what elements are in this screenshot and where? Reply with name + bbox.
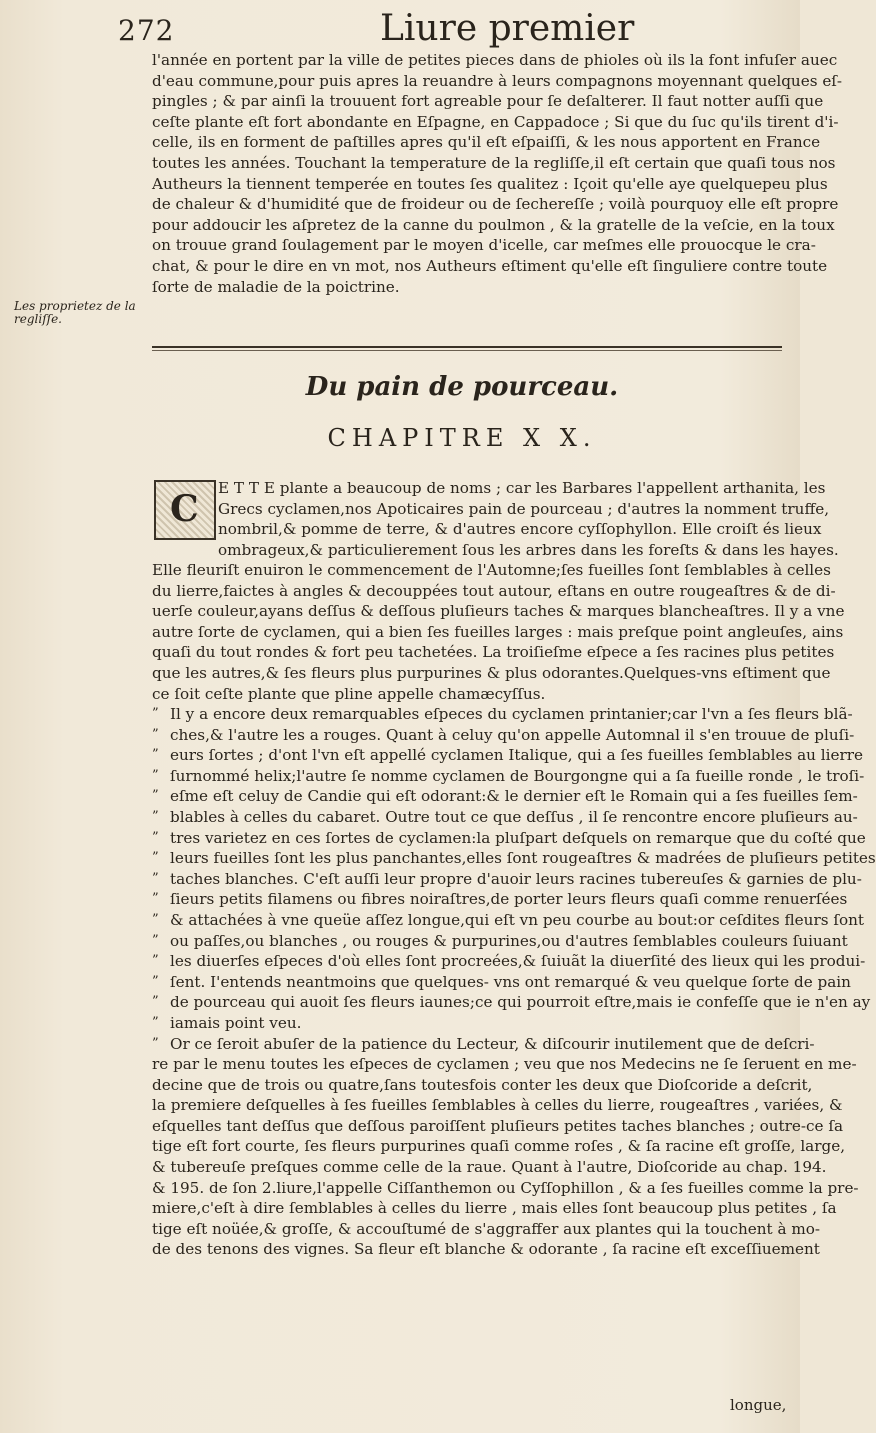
dropcap-ornament — [154, 480, 216, 540]
quote-marker: ” — [152, 767, 159, 783]
text-line: Autheurs la tiennent temperée en toutes ſes qualitez : Içoit qu'elle aye quelquepeu plus — [152, 174, 828, 193]
text-line: nombril,& pomme de terre, & d'autres encore cyſſophyllon. Elle croiſt és lieux — [218, 520, 822, 539]
text-line: iamais point veu. — [170, 1013, 302, 1032]
text-line: blables à celles du cabaret. Outre tout ce que deſſus , il ſe rencontre encore pluſieurs au- — [170, 807, 858, 826]
chapter-paragraph — [152, 560, 845, 704]
catchword: longue, — [730, 1396, 787, 1414]
text-line: d'eau commune,pour puis apres la reuandre à leurs compagnons moyennant quelques eſ- — [152, 71, 843, 90]
text-line: decine que de trois ou quatre,ſans toutesfois conter les deux que Dioſcoride a deſcrit, — [152, 1075, 813, 1094]
text-line: de des tenons des vignes. Sa fleur eſt blanche & odorante , ſa racine eſt exceſſiuement — [152, 1240, 820, 1259]
text-line: tres varietez en ces ſortes de cyclamen:la pluſpart deſquels on remarque que du coſté que — [170, 828, 866, 847]
text-line: quaſi du tout rondes & fort peu tachetées. La troiſieſme eſpece a ſes racines plus petites — [152, 643, 835, 662]
text-line: eſme eſt celuy de Candie qui eſt odorant:& le dernier eſt le Romain qui a ſes fueilles ſem- — [170, 787, 858, 806]
text-line: uerſe couleur,ayans deſſus & deſſous pluſieurs taches & marques blancheaſtres. Il y a vne — [152, 602, 845, 621]
text-line: tige eſt noüée,& groſſe, & accouſtumé de s'aggraffer aux plantes qui la touchent à mo- — [152, 1219, 821, 1238]
dropcap-letter: C — [170, 488, 199, 530]
text-line: ſent. I'entends neantmoins que quelques- vns ont remarqué & veu quelque ſorte de pain — [170, 972, 851, 991]
text-line: eurs ſortes ; d'ont l'vn eſt appellé cyclamen Italique, qui a ſes fueilles ſemblables au lierre — [170, 746, 863, 765]
text-line: ſieurs petits filamens ou fibres noiraſtres,de porter leurs fleurs quaſi comme renuerſées — [170, 890, 848, 909]
chapter-heading: CHAPITRE X X. — [327, 424, 597, 452]
text-line: E T T E plante a beaucoup de noms ; car les Barbares l'appellent arthanita, les — [218, 479, 826, 497]
quote-marker: ” — [152, 829, 159, 845]
text-line: & attachées à vne queüe aſſez longue,qui eſt vn peu courbe au bout:or ceſdites fleurs ſont — [170, 910, 864, 929]
text-line: re par le menu toutes les eſpeces de cyclamen ; veu que nos Medecins ne ſe ſeruent en me- — [152, 1055, 857, 1073]
text-line: Grecs cyclamen,nos Apoticaires pain de pourceau ; d'autres la nomment truffe, — [218, 499, 830, 518]
text-line: que les autres,& ſes fleurs plus purpurines & plus odorantes.Quelques-vns eſtiment que — [152, 663, 831, 682]
text-line: miere,c'eſt à dire ſemblables à celles du lierre , mais elles ſont beaucoup plus petites , ſa — [152, 1199, 837, 1218]
chapter-opening-lines — [218, 478, 839, 560]
text-line: pingles ; & par ainſi la trouuent fort agreable pour ſe deſalterer. Il faut notter auſſi que — [152, 92, 824, 111]
text-line: & 195. de ſon 2.liure,l'appelle Ciſſanthemon ou Cyſſophillon , & a ſes fueilles comme la pre- — [152, 1178, 859, 1197]
quote-marker: ” — [152, 747, 159, 763]
quote-marker: ” — [152, 953, 159, 969]
text-line: de chaleur & d'humidité que de froideur ou de ſechereſſe ; voilà pourquoy elle eſt propre — [152, 195, 839, 214]
text-line: autre ſorte de cyclamen, qui a bien ſes fueilles larges : mais preſque point angleuſes, ains — [152, 622, 844, 641]
divider-rule-thin — [152, 350, 782, 351]
text-line: ſorte de maladie de la poictrine. — [152, 277, 400, 296]
margin-note: Les proprietez de la regliſſe. — [14, 299, 136, 326]
text-line: on trouue grand ſoulagement par le moyen d'icelle, car meſmes elle prouocque le cra- — [152, 236, 816, 255]
top-paragraph — [152, 50, 843, 297]
text-line: chat, & pour le dire en vn mot, nos Autheurs eſtiment qu'elle eſt ſinguliere contre toute — [152, 256, 828, 275]
quoted-paragraph — [152, 704, 876, 1054]
text-line: taches blanches. C'eſt auſſi leur propre d'auoir leurs racines tubereuſes & garnies de plu- — [170, 869, 862, 888]
text-line: ches,& l'autre les a rouges. Quant à celuy qu'on appelle Automnal il s'en trouue de pluſi- — [170, 725, 855, 744]
text-line: du lierre,faictes à angles & decouppées tout autour, eſtans en outre rougeaſtres & de di- — [152, 581, 836, 600]
quote-marker: ” — [152, 973, 159, 989]
final-paragraph — [152, 1054, 859, 1260]
quote-marker: ” — [152, 788, 159, 804]
text-line: Il y a encore deux remarquables eſpeces du cyclamen printanier;car l'vn a ſes fleurs blã- — [170, 705, 853, 723]
running-title: Liure premier — [380, 8, 635, 49]
section-title: Du pain de pourceau. — [305, 372, 619, 402]
quote-marker: ” — [152, 706, 159, 721]
quote-marker: ” — [152, 870, 159, 886]
text-line: de pourceau qui auoit ſes fleurs iaunes;ce qui pourroit eſtre,mais ie confeſſe que ie n'en ay — [170, 993, 871, 1012]
text-line: pour addoucir les aſpretez de la canne du poulmon , & la gratelle de la veſcie, en la toux — [152, 215, 835, 234]
page-number: 272 — [118, 14, 175, 47]
quote-marker: ” — [152, 911, 159, 927]
quote-marker: ” — [152, 1035, 159, 1051]
text-line: ce ſoit ceſte plante que pline appelle chamæcyſſus. — [152, 684, 546, 703]
quote-marker: ” — [152, 994, 159, 1010]
text-line: eſquelles tant deſſus que deſſous paroiſſent pluſieurs petites taches blanches ; outre-ce ſa — [152, 1116, 844, 1135]
quote-marker: ” — [152, 808, 159, 824]
text-line: ou paſſes,ou blanches , ou rouges & purpurines,ou d'autres ſemblables couleurs ſuiuant — [170, 931, 848, 950]
text-line: Elle fleuriſt enuiron le commencement de l'Automne;ſes fueilles ſont ſemblables à celles — [152, 561, 831, 579]
quote-marker: ” — [152, 932, 159, 948]
divider-rule — [152, 346, 782, 348]
text-line: les diuerſes eſpeces d'où elles ſont procreées,& ſuiuãt la diuerſité des lieux qui les produi- — [170, 952, 866, 971]
quote-marker: ” — [152, 1014, 159, 1030]
text-line: l'année en portent par la ville de petites pieces dans de phioles où ils la font infuſer auec — [152, 51, 838, 69]
text-line: la premiere deſquelles à ſes fueilles ſemblables à celles du lierre, rougeaſtres , variées, & — [152, 1096, 843, 1115]
text-line: leurs fueilles ſont les plus panchantes,elles ſont rougeaſtres & madrées de pluſieurs petites — [170, 849, 876, 868]
text-line: Or ce ſeroit abuſer de la patience du Lecteur, & diſcourir inutilement que de deſcri- — [170, 1034, 815, 1053]
page-header — [118, 8, 778, 52]
text-line: celle, ils en forment de paſtilles apres qu'il eſt eſpaiſſi, & les nous apportent en France — [152, 133, 821, 152]
text-line: ceſte plante eſt fort abondante en Eſpagne, en Cappadoce ; Si que du ſuc qu'ils tirent d'i- — [152, 112, 839, 131]
quote-marker: ” — [152, 850, 159, 866]
text-line: ſurnommé helix;l'autre ſe nomme cyclamen de Bourgongne qui a ſa fueille ronde , le troſi- — [170, 766, 865, 785]
quote-marker: ” — [152, 726, 159, 742]
text-line: ombrageux,& particulierement ſous les arbres dans les foreſts & dans les hayes. — [218, 540, 839, 559]
quote-marker: ” — [152, 891, 159, 907]
text-line: toutes les années. Touchant la temperature de la regliſſe,il eſt certain que quaſi tous nos — [152, 153, 836, 172]
text-line: & tubereuſe preſques comme celle de la raue. Quant à l'autre, Dioſcoride au chap. 194. — [152, 1157, 827, 1176]
text-line: tige eſt fort courte, ſes fleurs purpurines quaſi comme roſes , & ſa racine eſt groſſe, large, — [152, 1137, 846, 1156]
